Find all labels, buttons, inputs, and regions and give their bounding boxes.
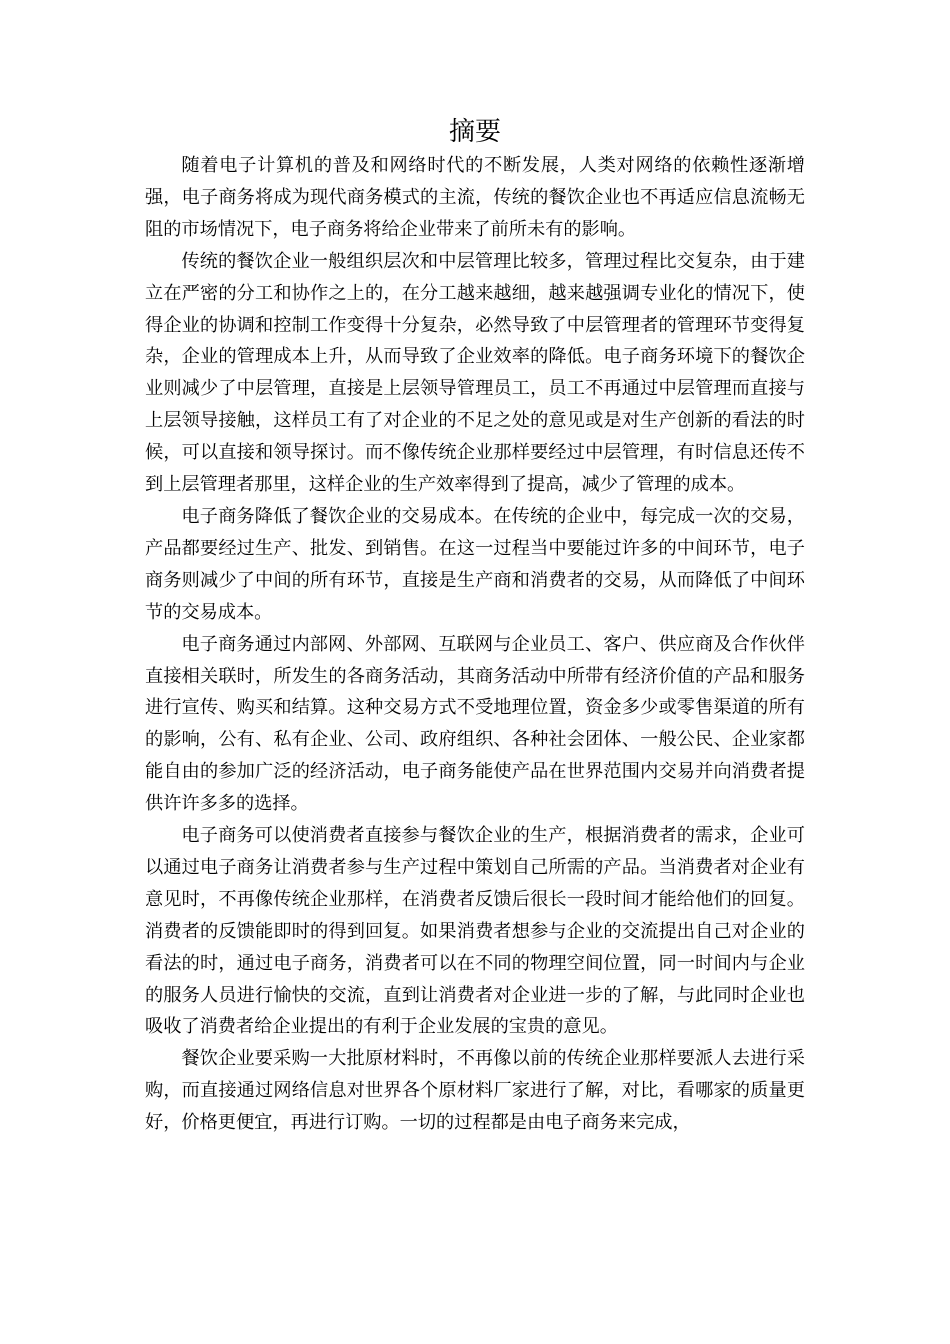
paragraph: 电子商务通过内部网、外部网、互联网与企业员工、客户、供应商及合作伙伴直接相关联时，所发生的各商务活动，其商务活动中所带有经济价值的产品和服务进行宣传、购买和结算。这种交易方式不受地理位置，资金多少或零售渠道的所有的影响，公有、私有企业、公司、政府组织、各种社会团体、一般公民、企业家都能自由的参加广泛的经济活动，电子商务能使产品在世界范围内交易并向消费者提供许许多多的选择。 xyxy=(145,633,805,815)
abstract-body xyxy=(145,150,805,1139)
paragraph: 电子商务可以使消费者直接参与餐饮企业的生产，根据消费者的需求，企业可以通过电子商务让消费者参与生产过程中策划自己所需的产品。当消费者对企业有意见时，不再像传统企业那样，在消费者反馈后很长一段时间才能给他们的回复。消费者的反馈能即时的得到回复。如果消费者想参与企业的交流提出自己对企业的看法的时，通过电子商务，消费者可以在不同的物理空间位置，同一时间内与企业的服务人员进行愉快的交流，直到让消费者对企业进一步的了解，与此同时企业也吸收了消费者给企业提出的有利于企业发展的宝贵的意见。 xyxy=(145,825,805,1038)
paragraph: 随着电子计算机的普及和网络时代的不断发展，人类对网络的依赖性逐渐增强，电子商务将成为现代商务模式的主流，传统的餐饮企业也不再适应信息流畅无阻的市场情况下，电子商务将给企业带来了前所未有的影响。 xyxy=(145,155,805,240)
page-title: 摘要 xyxy=(448,117,501,147)
paragraph: 传统的餐饮企业一般组织层次和中层管理比较多，管理过程比交复杂，由于建立在严密的分工和协作之上的，在分工越来越细，越来越强调专业化的情况下，使得企业的协调和控制工作变得十分复杂，必然导致了中层管理者的管理环节变得复杂，企业的管理成本上升，从而导致了企业效率的降低。电子商务环境下的餐饮企业则减少了中层管理，直接是上层领导管理员工，员工不再通过中层管理而直接与上层领导接触，这样员工有了对企业的不足之处的意见或是对生产创新的看法的时候，可以直接和领导探讨。而不像传统企业那样要经过中层管理，有时信息还传不到上层管理者那里，这样企业的生产效率得到了提高，减少了管理的成本。 xyxy=(145,250,805,496)
paragraph: 餐饮企业要采购一大批原材料时，不再像以前的传统企业那样要派人去进行采购，而直接通过网络信息对世界各个原材料厂家进行了解，对比，看哪家的质量更好，价格更便宜，再进行订购。一切的过程都是由电子商务来完成， xyxy=(145,1048,805,1134)
paragraph: 电子商务降低了餐饮企业的交易成本。在传统的企业中，每完成一次的交易，产品都要经过生产、批发、到销售。在这一过程当中要能过许多的中间环节，电子商务则减少了中间的所有环节，直接是生产商和消费者的交易，从而降低了中间环节的交易成本。 xyxy=(145,505,805,623)
